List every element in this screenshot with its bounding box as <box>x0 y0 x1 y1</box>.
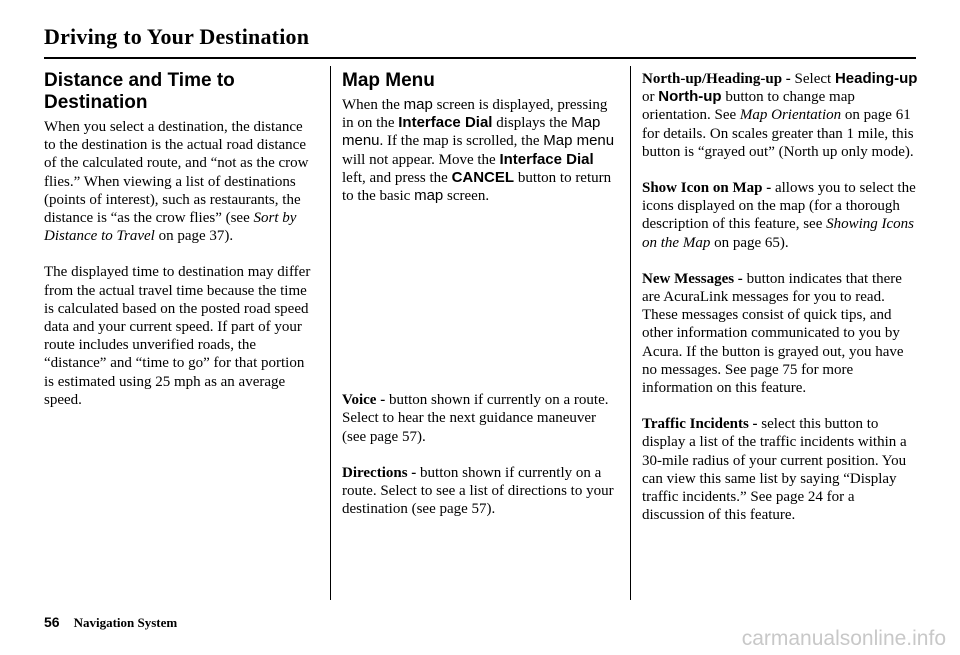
column-divider <box>630 66 631 600</box>
ui-term-heading-up: Heading-up <box>834 70 918 87</box>
ui-term-map-menu: Map menu <box>543 132 615 150</box>
cross-reference: Sort by Distance to Travel <box>44 210 297 245</box>
column-menu-items <box>642 70 920 542</box>
ui-term-cancel: CANCEL <box>451 168 515 186</box>
ui-term-interface-dial: Interface Dial <box>398 114 493 132</box>
page-footer <box>44 614 177 631</box>
page-title: Driving to Your Destination <box>44 24 310 49</box>
paragraph-traffic-incidents: Traffic Incidents - select this button to display a list of the traffic incidents within a 30-mile radius of your current position. You can view this same list by saying “Display traffic incidents.” See page 24 for a discussion of this feature. <box>642 416 907 524</box>
ui-term-map: map <box>414 187 444 205</box>
paragraph-directions: Directions - button shown if currently on a route. Select to see a list of directions to your destination (see page 57). <box>342 464 614 518</box>
paragraph-show-icon: Show Icon on Map - allows you to select the icons displayed on the map (for a thorough description of this feature, see Showing Icons on the Map on page 65). <box>642 180 916 251</box>
paragraph-new-messages: New Messages - button indicates that there are AcuraLink messages for you to read. These messages consist of quick tips, and other information communicated to you by Acura. If the button is grayed out, you have no messages. See page 75 for more information on this feature. <box>642 270 904 397</box>
cross-reference: Showing Icons on the Map <box>642 216 915 251</box>
ui-term-interface-dial: Interface Dial <box>499 150 594 168</box>
blank-space <box>342 223 616 391</box>
ui-term-north-up: North-up <box>658 88 722 106</box>
footer-label: Navigation System <box>73 615 178 630</box>
paragraph-time: The displayed time to destination may differ from the actual travel time because the time is calculated based on the posted road speed data and your current speed. If part of your route includes unverified roads, the “distance” and “time to go” for that portion is estimated using 25 mph as an average speed. <box>44 264 311 408</box>
title-rule <box>44 57 916 59</box>
paragraph-map-menu: When the map screen is displayed, pressing in on the Interface Dial displays the Map menu. If the map is scrolled, the Map menu will not appear. Move the Interface Dial left, and press the CANCEL button to return to the basic map screen. <box>342 96 615 205</box>
cross-reference: Map Orientation <box>739 107 842 124</box>
section-heading-map-menu: Map Menu <box>342 70 435 91</box>
column-map-menu <box>342 70 616 536</box>
section-heading-distance-time: Distance and Time to Destination <box>44 70 235 113</box>
ui-term-map-menu: Map menu <box>342 114 601 150</box>
column-divider <box>330 66 331 600</box>
paragraph-distance: When you select a destination, the distance to the destination is the actual road distance of the calculated route, and “not as the crow flies.” When viewing a list of destinations (points of interest), such as restaurants, the distance is “as the crow flies” (see Sort by Distance to Travel on page 37). <box>44 119 309 245</box>
page-number: 56 <box>44 614 60 630</box>
column-distance-time <box>44 70 314 427</box>
paragraph-voice: Voice - button shown if currently on a route. Select to hear the next guidance maneuver (see page 57). <box>342 392 609 445</box>
paragraph-north-up: North-up/Heading-up - Select Heading-up or North-up button to change map orientation. See Map Orientation on page 61 for details. On scales greater than 1 mile, this button is “grayed out” (North up only mode). <box>642 70 918 160</box>
watermark: carmanualsonline.info <box>741 627 946 650</box>
ui-term-map: map <box>403 96 433 113</box>
